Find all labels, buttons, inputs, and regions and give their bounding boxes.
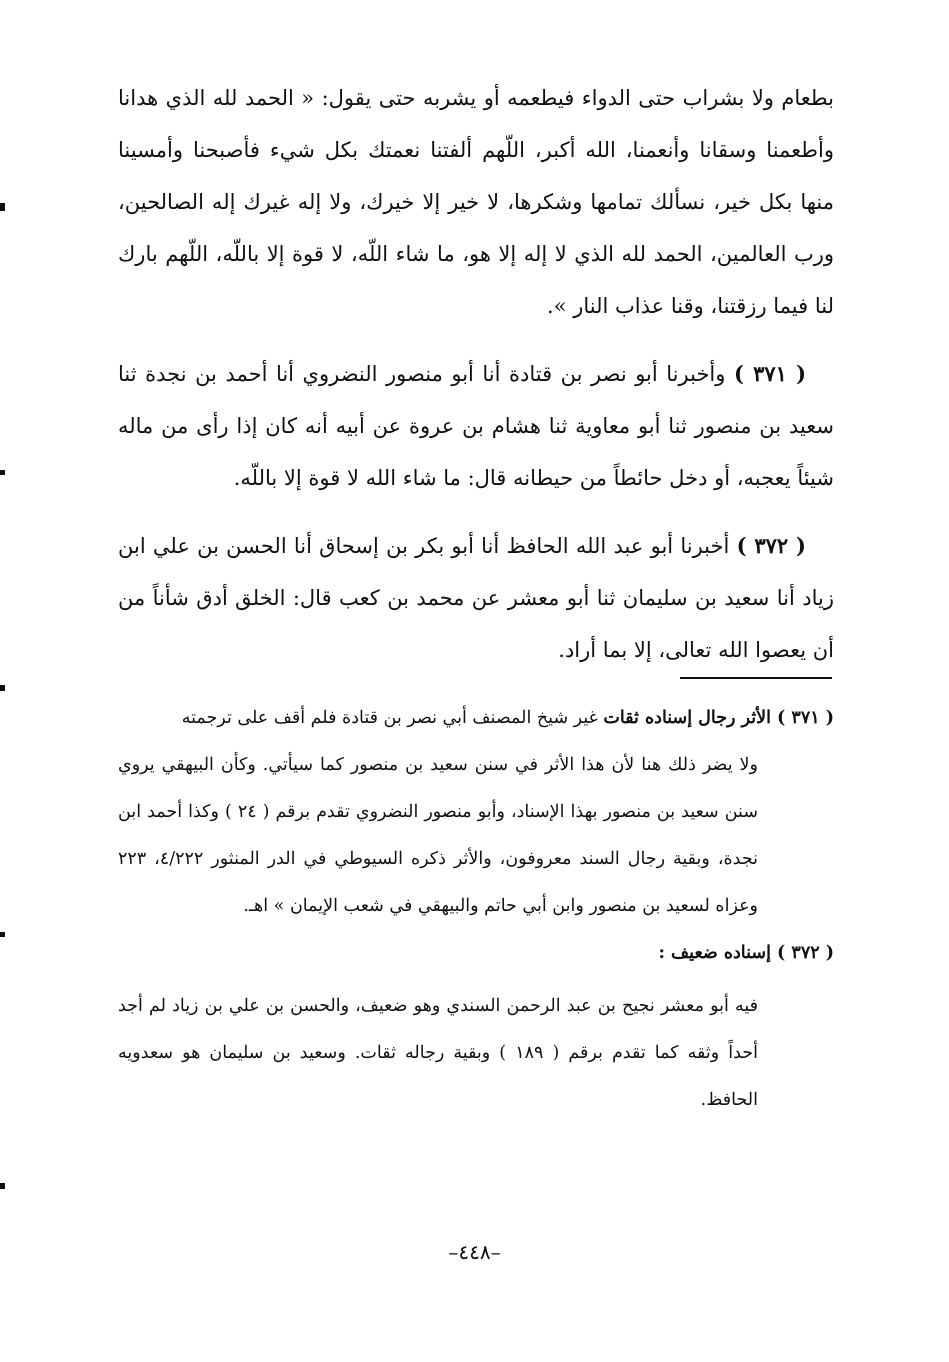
footnotes — [118, 695, 834, 1124]
footnote-text: غير شيخ المصنف أبي نصر بن قتادة فلم أقف على ترجمته — [181, 708, 598, 728]
footnote-372-body: فيه أبو معشر نجيح بن عبد الرحمن السندي وهو ضعيف، والحسن بن علي بن زياد لم أجد أحداً وثقه كما تقدم برقم ( ١٨٩ ) وبقية رجاله ثقات. وسعيد بن سليمان هو سعدويه الحافظ. — [118, 996, 758, 1110]
paragraph-371 — [118, 348, 834, 504]
footnote-head: ( ٣٧٢ ) إسناده ضعيف : — [658, 943, 834, 963]
text-line: بطعام ولا بشراب حتى الدواء فيطعمه أو يشربه حتى يقول: « الحمد لله الذي هدانا — [118, 86, 834, 110]
footnote-371-first-line — [118, 695, 834, 742]
text-line: وأطعمنا وسقانا وأنعمنا، الله أكبر، اللّهم ألفتنا نعمتك بكل شيء فأصبحنا وأمسينا — [118, 138, 834, 162]
scan-edge-mark — [0, 932, 5, 937]
scan-edge-mark — [0, 1183, 5, 1189]
scan-edge-mark — [0, 203, 5, 211]
footnote-372-head — [118, 930, 834, 977]
athar-number: ( ٣٧٢ ) — [736, 533, 806, 558]
paragraph-text: أخبرنا أبو عبد الله الحافظ أنا أبو بكر بن إسحاق أنا الحسن بن علي ابن زياد أنا سعيد بن سليمان ثنا أبو معشر عن محمد بن كعب قال: الخلق أدق شأناً من أن يعصوا الله تعالى، إلا بما أراد. — [118, 534, 834, 662]
text-line: لنا فيما رزقتنا، وقنا عذاب النار ». — [547, 294, 834, 318]
text-line: منها بكل خير، نسألك تمامها وشكرها، لا خير إلا خيرك، ولا إله غيرك إله الصالحين، — [118, 190, 834, 214]
page-number: –٤٤٨– — [448, 1240, 501, 1264]
athar-number: ( ٣٧١ ) — [733, 361, 807, 386]
main-text — [118, 72, 834, 676]
footnote-head: ( ٣٧١ ) الأثر رجال إسناده ثقات — [603, 708, 834, 728]
scan-edge-mark — [0, 470, 5, 475]
footnote-371-body: ولا يضر ذلك هنا لأن هذا الأثر في سنن سعيد بن منصور كما سيأتي. وكأن البيهقي يروي سنن سعيد بن منصور بهذا الإسناد، وأبو منصور النضروي تقدم برقم ( ٢٤ ) وكذا أحمد ابن نجدة، وبقية رجال السند معروفون، والأثر ذكره السيوطي في الدر المنثور ٤/٢٢٢، ٢٢٣ وعزاه لسعيد بن منصور وابن أبي حاتم والبيهقي في شعب الإيمان » اهـ. — [118, 755, 759, 916]
paragraph-372 — [118, 520, 834, 676]
footnote-separator — [680, 677, 832, 679]
paragraph-text: وأخبرنا أبو نصر بن قتادة أنا أبو منصور النضروي أنا أحمد بن نجدة ثنا سعيد بن منصور ثنا أبو معاوية ثنا هشام بن عروة عن أبيه أنه كان إذا رأى من ماله شيئاً يعجبه، أو دخل حائطاً من حيطانه قال: ما شاء الله لا قوة إلا باللّه. — [118, 362, 834, 490]
paragraph-continuation — [118, 72, 834, 332]
text-line: ورب العالمين، الحمد لله الذي لا إله إلا هو، ما شاء اللّه، لا قوة إلا باللّه، اللّهم بارك — [118, 242, 834, 266]
scan-edge-mark — [0, 685, 5, 691]
